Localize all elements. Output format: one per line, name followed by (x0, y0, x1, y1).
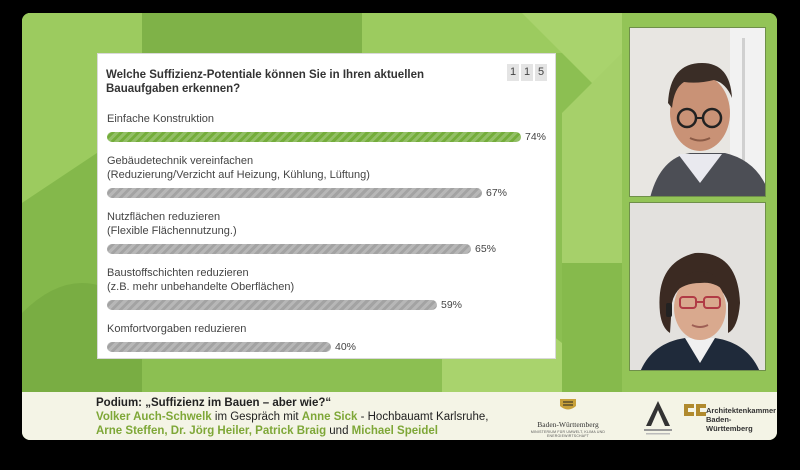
poll-option-label: Einfache Konstruktion (107, 113, 215, 125)
lower-third (22, 392, 777, 440)
guest-name: Anne Sick (301, 411, 358, 423)
speaker-video-frame (630, 203, 766, 371)
poll-result-percent: 59% (441, 299, 463, 311)
coat-of-arms-icon (556, 397, 580, 413)
response-count-digit: 5 (535, 64, 547, 81)
guest-organization: - Hochbauamt Karlsruhe, (357, 411, 489, 423)
connector-text: im Gespräch mit (211, 411, 302, 423)
poll-option (107, 112, 552, 144)
participants-line-2 (96, 425, 438, 437)
poll-option (107, 266, 552, 312)
response-count-digit: 1 (507, 64, 519, 81)
poll-option-sublabel: (z.B. mehr unbehandelte Oberflächen) (107, 281, 295, 293)
poll-option (107, 210, 552, 256)
poll-result-bar (107, 342, 331, 352)
response-count (507, 64, 547, 81)
panelist-names: Dr. Jörg Heiler, Patrick Braig (167, 425, 327, 437)
speaker-video-tile[interactable] (629, 202, 766, 371)
state-name: Baden-Württemberg (537, 420, 599, 429)
poll-option-sublabel: (Flexible Flächennutzung.) (107, 225, 237, 237)
host-name: Volker Auch-Schwelk (96, 411, 212, 423)
response-count-digit: 1 (521, 64, 533, 81)
poll-results-panel (97, 53, 556, 359)
speaker-video-frame (630, 28, 766, 197)
architektenkammer-name: Architektenkammer Baden-Württemberg (706, 406, 777, 433)
poll-result-percent: 67% (486, 187, 508, 199)
webinar-stage (22, 13, 777, 440)
akademie-logo (638, 398, 678, 436)
panelist-name: Michael Speidel (351, 425, 438, 437)
poll-option-label: Baustoffschichten reduzieren (107, 267, 249, 279)
connector-text: und (326, 425, 352, 437)
poll-result-bar (107, 300, 437, 310)
poll-option-label: Nutzflächen reduzieren (107, 211, 221, 223)
poll-option-label: Gebäudetechnik vereinfachen (107, 155, 254, 167)
ministry-name: MINISTERIUM FÜR UMWELT, KLIMA UND ENERGIEWIRTSCHAFT (530, 430, 606, 438)
poll-result-bar (107, 132, 521, 142)
poll-option-label: Komfortvorgaben reduzieren (107, 323, 247, 335)
poll-result-bar (107, 188, 482, 198)
participants-line-1 (96, 411, 488, 423)
baden-wuerttemberg-logo (518, 397, 618, 437)
panelist-name: Arne Steffen, (96, 425, 168, 437)
poll-question: Welche Suffizienz-Potentiale können Sie in Ihren aktuellen Bauaufgaben erkennen? (106, 69, 425, 95)
poll-option-sublabel: (Reduzierung/Verzicht auf Heizung, Kühlung, Lüftung) (107, 169, 370, 181)
poll-option (107, 322, 552, 354)
poll-result-bar (107, 244, 471, 254)
poll-result-percent: 65% (475, 243, 497, 255)
poll-result-percent: 40% (335, 341, 357, 353)
event-title: Podium: „Suffizienz im Bauen – aber wie?“ (96, 397, 332, 409)
poll-option (107, 154, 552, 200)
speaker-video-tile[interactable] (629, 27, 766, 197)
poll-result-percent: 74% (525, 131, 547, 143)
